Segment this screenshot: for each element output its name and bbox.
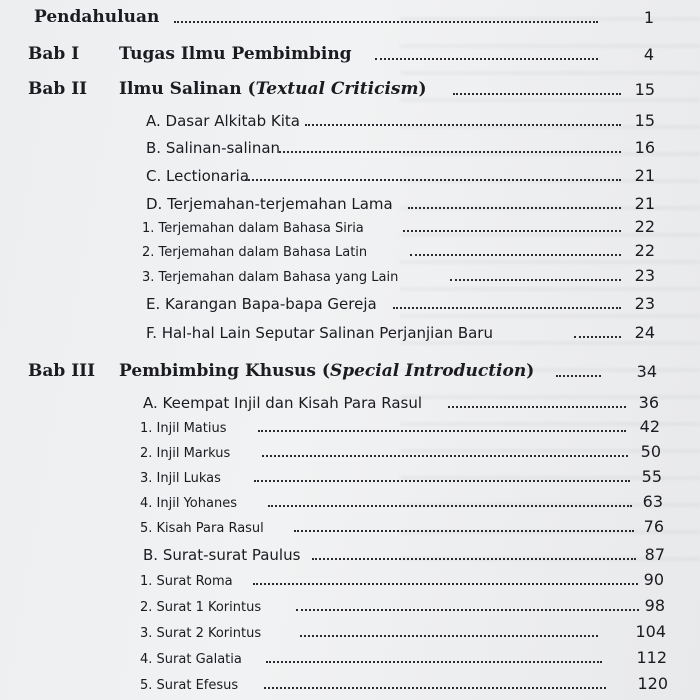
leader-dots [305,124,621,126]
toc-title: 2. Terjemahan dalam Bahasa Latin [142,245,368,260]
toc-title: E. Karangan Bapa-bapa Gereja [146,295,377,313]
page-number: 87 [644,545,665,564]
toc-subentry [0,566,700,592]
page-number: 98 [644,596,665,615]
toc-title: 3. Terjemahan dalam Bahasa yang Lain [142,270,399,285]
toc-title: A. Keempat Injil dan Kisah Para Rasul [143,394,422,412]
page-number: 34 [636,362,657,381]
leader-dots [403,230,621,232]
leader-dots [254,480,630,482]
chapter-label: Bab III [28,361,96,381]
page-number: 23 [634,294,655,313]
page-number: 63 [642,492,663,511]
toc-subentry [0,644,700,670]
chapter-label: Bab II [28,79,88,99]
leader-dots [294,530,634,532]
page-number: 24 [634,323,655,342]
page-number: 15 [634,80,655,99]
toc-subentry [0,513,700,539]
toc-title: 3. Surat 2 Korintus [140,626,262,641]
page-number: 15 [634,111,655,130]
toc-title: Pembimbing Khusus (Special Introduction) [119,361,535,381]
toc-entry [0,389,700,415]
leader-dots [262,455,628,457]
toc-entry [0,107,700,133]
toc-title: D. Terjemahan-terjemahan Lama [146,195,393,213]
toc-entry-bab-2 [0,76,700,102]
leader-dots [245,179,621,181]
toc-title: Ilmu Salinan (Textual Criticism) [119,79,427,99]
leader-dots [264,687,606,689]
toc-title: 1. Terjemahan dalam Bahasa Siria [142,221,364,236]
title-italic: Special Introduction [329,361,527,381]
toc-subentry [0,237,700,263]
page-number: 42 [639,417,660,436]
toc-entry [0,134,700,160]
page-number: 90 [643,570,664,589]
leader-dots [410,254,621,256]
leader-dots [393,307,621,309]
leader-dots [253,583,638,585]
title-italic: Textual Criticism [255,79,419,99]
toc-title: 5. Surat Efesus [140,678,239,693]
leader-dots [279,151,621,153]
page-number: 21 [634,166,655,185]
page-number: 16 [634,138,655,157]
toc-title: 3. Injil Lukas [140,471,221,486]
toc-title: 5. Kisah Para Rasul [140,521,264,536]
leader-dots [268,505,632,507]
toc-title: Pendahuluan [34,7,160,27]
page-number: 21 [634,194,655,213]
leader-dots [375,58,598,60]
chapter-label: Bab I [28,44,80,64]
toc-title: 4. Surat Galatia [140,652,242,667]
page-number: 104 [635,622,666,641]
toc-subentry [0,592,700,618]
page-number: 22 [634,241,655,260]
toc-entry [0,541,700,567]
page-number: 36 [638,393,659,412]
leader-dots [296,609,639,611]
toc-title: C. Lectionaria [146,167,250,185]
toc-subentry [0,618,700,644]
toc-title: F. Hal-hal Lain Seputar Salinan Perjanjian Baru [146,324,493,342]
toc-title: A. Dasar Alkitab Kita [146,112,300,130]
toc-entry-pendahuluan [0,4,700,30]
leader-dots [312,558,636,560]
toc-entry [0,319,700,345]
toc-title: B. Salinan-salinan [146,139,281,157]
toc-subentry [0,463,700,489]
page-number: 55 [641,467,662,486]
leader-dots [300,635,598,637]
page-number: 50 [640,442,661,461]
toc-subentry [0,438,700,464]
title-text: Ilmu Salinan [119,79,242,99]
page-number: 22 [634,217,655,236]
title-text: Pembimbing Khusus [119,361,316,381]
page-number: 1 [643,8,654,27]
toc-title: 2. Surat 1 Korintus [140,600,262,615]
page-number: 120 [637,674,668,693]
toc-subentry [0,262,700,288]
page-number: 4 [643,45,654,64]
toc-title: B. Surat-surat Paulus [143,546,301,564]
leader-dots [258,430,626,432]
leader-dots [556,375,601,377]
toc-entry-bab-1 [0,41,700,67]
toc-subentry [0,670,700,696]
page-number: 112 [636,648,667,667]
leader-dots [266,661,602,663]
toc-subentry [0,213,700,239]
page-number: 23 [634,266,655,285]
toc-entry [0,162,700,188]
toc-title: 1. Injil Matius [140,421,227,436]
toc-title: 2. Injil Markus [140,446,231,461]
toc-entry-bab-3 [0,358,700,384]
toc-title: 4. Injil Yohanes [140,496,237,511]
leader-dots [408,207,621,209]
toc-subentry [0,488,700,514]
leader-dots [174,21,598,23]
toc-subentry [0,413,700,439]
toc-title: 1. Surat Roma [140,574,233,589]
toc-title: Tugas Ilmu Pembimbing [119,44,352,64]
toc-entry [0,290,700,316]
page-number: 76 [643,517,664,536]
